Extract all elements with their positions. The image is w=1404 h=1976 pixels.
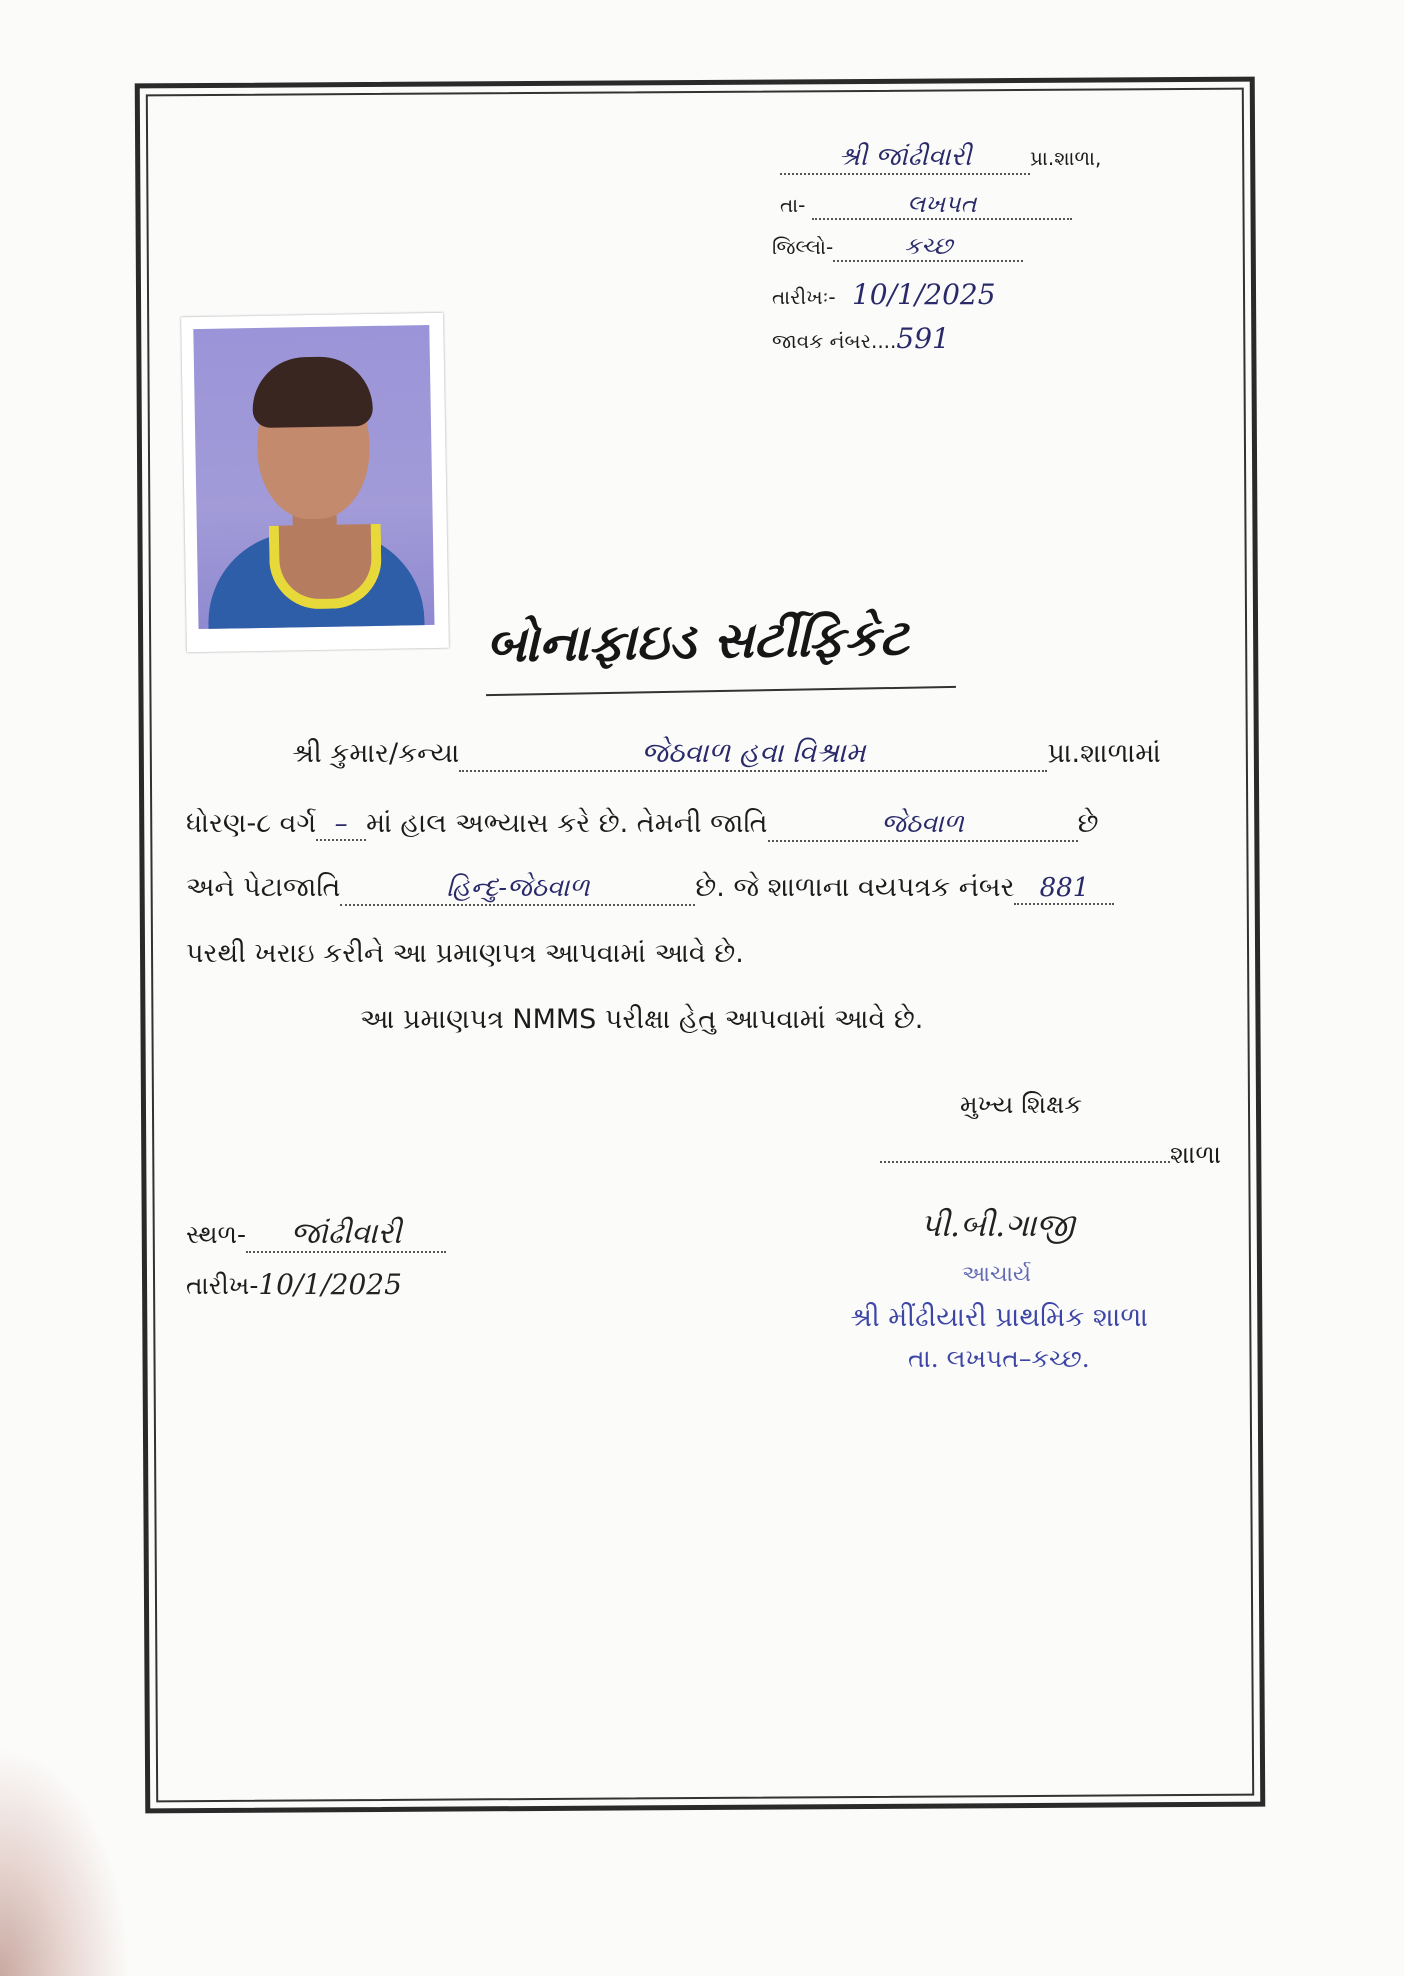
outward-value: 591 <box>896 322 950 355</box>
line2-mid: માં હાલ અભ્યાસ કરે છે. તેમની જાતિ <box>366 808 768 839</box>
school-blank-suffix: શાળા <box>1170 1140 1222 1169</box>
taluka-line <box>780 190 1072 220</box>
caste-field: જેઠવાળ <box>768 809 1078 842</box>
district-label: જિલ્લો- <box>772 235 834 259</box>
body-line-4: પરથી ખરાઇ કરીને આ પ્રમાણપત્ર આપવામાં આવે છે. <box>186 938 744 969</box>
taluka-value: લખપત <box>812 190 1072 220</box>
footer-place-line <box>186 1216 446 1253</box>
certificate-title: બોનાફાઇડ સર્ટીફિકેટ <box>485 608 909 674</box>
line3-prefix: અને પેટાજાતિ <box>186 872 341 903</box>
line2-suffix: છે <box>1077 808 1099 839</box>
student-photo <box>181 313 449 653</box>
district-value: કચ્છ <box>833 232 1023 262</box>
footer-place-label: સ્થળ- <box>186 1220 247 1249</box>
footer-date-label: તારીખ- <box>186 1271 259 1300</box>
date-line <box>772 278 996 311</box>
school-line <box>780 142 1101 175</box>
footer-date-line <box>186 1268 402 1301</box>
class-field: – <box>316 809 366 841</box>
stamp-school: શ્રી મીંઢીયારી પ્રાથમિક શાળા <box>850 1302 1148 1333</box>
school-prefix: શ્રી <box>838 142 868 172</box>
body-line-1 <box>292 736 1161 772</box>
student-name-field: જેઠવાળ હવા વિશ્રામ <box>459 736 1047 772</box>
taluka-label: તા- <box>780 193 806 217</box>
body-line-2 <box>186 808 1098 842</box>
line1-prefix: શ્રી કુમાર/કન્યા <box>292 738 460 769</box>
register-number-field: 881 <box>1014 873 1114 905</box>
signatory-signature: પી.બી.ગાજી <box>920 1206 1075 1244</box>
school-suffix: પ્રા.શાળા, <box>1030 146 1102 170</box>
district-line <box>772 232 1023 262</box>
footer-place-value: જાંઢીવારી <box>246 1216 446 1253</box>
body-line-3 <box>186 872 1114 906</box>
header-date-label: તારીખઃ- <box>772 285 836 309</box>
line3-mid: છે. જે શાળાના વયપત્રક નંબર <box>695 872 1015 903</box>
body-line-5: આ પ્રમાણપત્ર NMMS પરીક્ષા હેતુ આપવામાં આવે છે. <box>360 1004 924 1035</box>
footer-date-value: 10/1/2025 <box>258 1268 402 1301</box>
subcaste-field: હિન્દુ-જેઠવાળ <box>340 873 695 906</box>
line1-suffix: પ્રા.શાળામાં <box>1047 738 1161 769</box>
school-name: જાંઢીવારી <box>875 142 972 172</box>
outward-label: જાવક નંબર.... <box>772 329 897 353</box>
school-blank-line <box>880 1140 1221 1170</box>
stamp-place: તા. લખપત–કચ્છ. <box>908 1344 1090 1373</box>
header-date-value: 10/1/2025 <box>851 278 996 311</box>
page-edge-shadow <box>0 1746 130 1976</box>
designation: મુખ્ય શિક્ષક <box>960 1090 1082 1119</box>
outward-line <box>772 322 950 355</box>
stamp-role: આચાર્ય <box>962 1262 1031 1287</box>
line2-prefix: ધોરણ-૮ વર્ગ <box>186 808 317 839</box>
